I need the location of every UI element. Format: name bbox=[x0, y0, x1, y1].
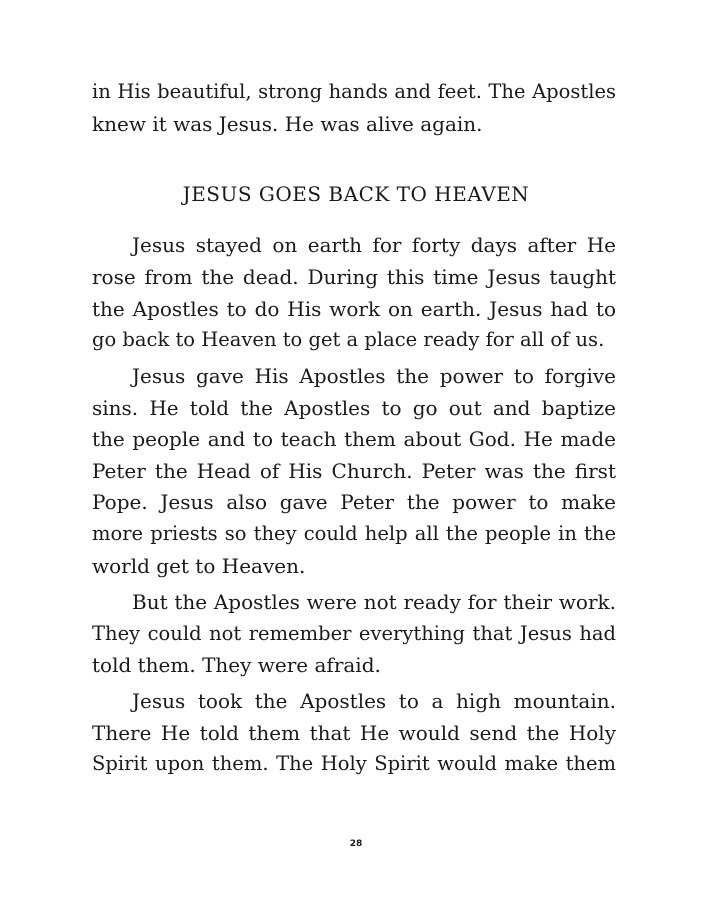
text-line: knew it was Jesus. He was alive again. bbox=[92, 112, 483, 136]
text-line: sins. He told the Apostles to go out and baptize bbox=[92, 396, 616, 420]
text-line: They could not remember everything that Jesus had bbox=[92, 622, 616, 645]
page-number: 28 bbox=[349, 839, 363, 849]
text-line: told them. They were afraid. bbox=[92, 653, 381, 677]
text-line: the Apostles to do His work on earth. Jesus had to bbox=[92, 297, 616, 321]
text-line: rose from the dead. During this time Jesus taught bbox=[92, 265, 616, 289]
text-line: the people and to teach them about God. He made bbox=[92, 427, 616, 451]
section-heading: JESUS GOES BACK TO HEAVEN bbox=[182, 182, 530, 206]
text-line: in His beautiful, strong hands and feet. The Apostles bbox=[92, 80, 616, 103]
text-line: Pope. Jesus also gave Peter the power to make bbox=[92, 490, 616, 514]
text-line: go back to Heaven to get a place ready for all of us. bbox=[92, 328, 605, 351]
text-line: Peter the Head of His Church. Peter was the first bbox=[92, 459, 616, 483]
text-line: world get to Heaven. bbox=[92, 554, 306, 578]
text-line: There He told them that He would send the Holy bbox=[92, 721, 616, 745]
paragraph-first-line: Jesus gave His Apostles the power to forgive bbox=[132, 364, 616, 388]
paragraph-first-line: Jesus took the Apostles to a high mountain. bbox=[132, 689, 616, 713]
text-line: Spirit upon them. The Holy Spirit would make them bbox=[92, 752, 616, 775]
paragraph-first-line: But the Apostles were not ready for their work. bbox=[132, 590, 616, 614]
paragraph-first-line: Jesus stayed on earth for forty days after He bbox=[132, 233, 616, 257]
text-line: more priests so they could help all the people in the bbox=[92, 522, 616, 545]
